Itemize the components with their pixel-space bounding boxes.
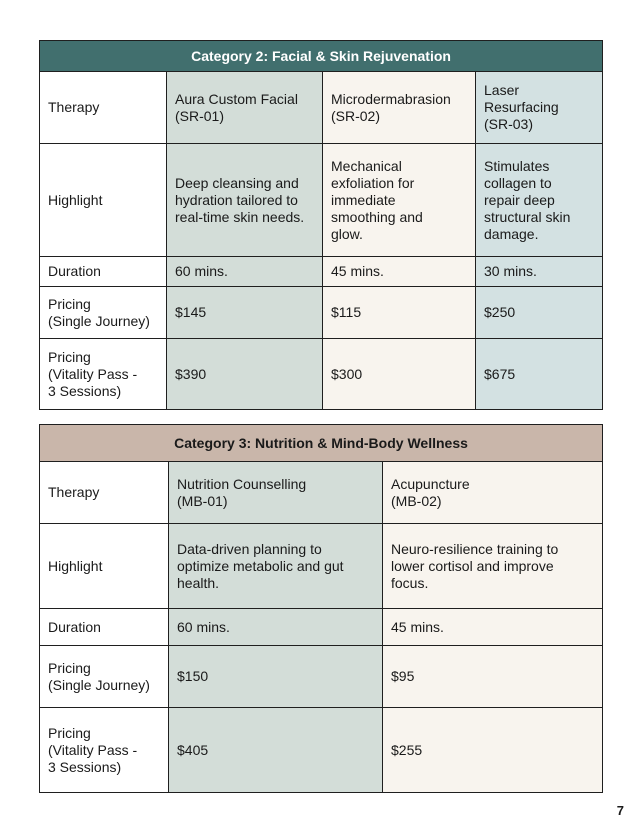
facial-skin-table (39, 40, 603, 410)
row-label-highlight: Highlight (40, 144, 167, 257)
highlight-text: Neuro-resilience training to lower cortisol and improve focus. (383, 524, 603, 609)
highlight-row (40, 524, 603, 609)
highlight-text: Deep cleansing and hydration tailored to real-time skin needs. (167, 144, 323, 257)
row-label-pricing-single: Pricing (Single Journey) (40, 646, 169, 708)
price-pass: $300 (323, 339, 476, 410)
page-number: 7 (616, 803, 624, 818)
row-label-therapy: Therapy (40, 72, 167, 144)
price-single: $250 (476, 287, 603, 339)
duration-row (40, 609, 603, 646)
row-label-pricing-pass: Pricing (Vitality Pass - 3 Sessions) (40, 708, 169, 793)
nutrition-mind-body-table (39, 424, 603, 793)
row-label-therapy: Therapy (40, 462, 169, 524)
price-single: $115 (323, 287, 476, 339)
duration-row (40, 257, 603, 287)
pricing-single-row (40, 287, 603, 339)
row-label-duration: Duration (40, 609, 169, 646)
therapy-name: Nutrition Counselling (MB-01) (169, 462, 383, 524)
therapy-row (40, 72, 603, 144)
category-title: Category 2: Facial & Skin Rejuvenation (40, 41, 603, 72)
row-label-duration: Duration (40, 257, 167, 287)
price-single: $150 (169, 646, 383, 708)
price-pass: $255 (383, 708, 603, 793)
duration-value: 60 mins. (167, 257, 323, 287)
price-pass: $390 (167, 339, 323, 410)
price-single: $145 (167, 287, 323, 339)
duration-value: 45 mins. (323, 257, 476, 287)
highlight-text: Stimulates collagen to repair deep structural skin damage. (476, 144, 603, 257)
price-pass: $675 (476, 339, 603, 410)
pricing-pass-row (40, 339, 603, 410)
pricing-single-row (40, 646, 603, 708)
duration-value: 60 mins. (169, 609, 383, 646)
highlight-text: Mechanical exfoliation for immediate smoothing and glow. (323, 144, 476, 257)
category-title: Category 3: Nutrition & Mind-Body Wellness (40, 425, 603, 462)
row-label-highlight: Highlight (40, 524, 169, 609)
row-label-pricing-single: Pricing (Single Journey) (40, 287, 167, 339)
pricing-pass-row (40, 708, 603, 793)
therapy-row (40, 462, 603, 524)
highlight-row (40, 144, 603, 257)
price-single: $95 (383, 646, 603, 708)
duration-value: 45 mins. (383, 609, 603, 646)
therapy-name: Microdermabrasion (SR-02) (323, 72, 476, 144)
price-pass: $405 (169, 708, 383, 793)
therapy-name: Aura Custom Facial (SR-01) (167, 72, 323, 144)
highlight-text: Data-driven planning to optimize metabolic and gut health. (169, 524, 383, 609)
therapy-name: Laser Resurfacing (SR-03) (476, 72, 603, 144)
therapy-name: Acupuncture (MB-02) (383, 462, 603, 524)
duration-value: 30 mins. (476, 257, 603, 287)
row-label-pricing-pass: Pricing (Vitality Pass - 3 Sessions) (40, 339, 167, 410)
